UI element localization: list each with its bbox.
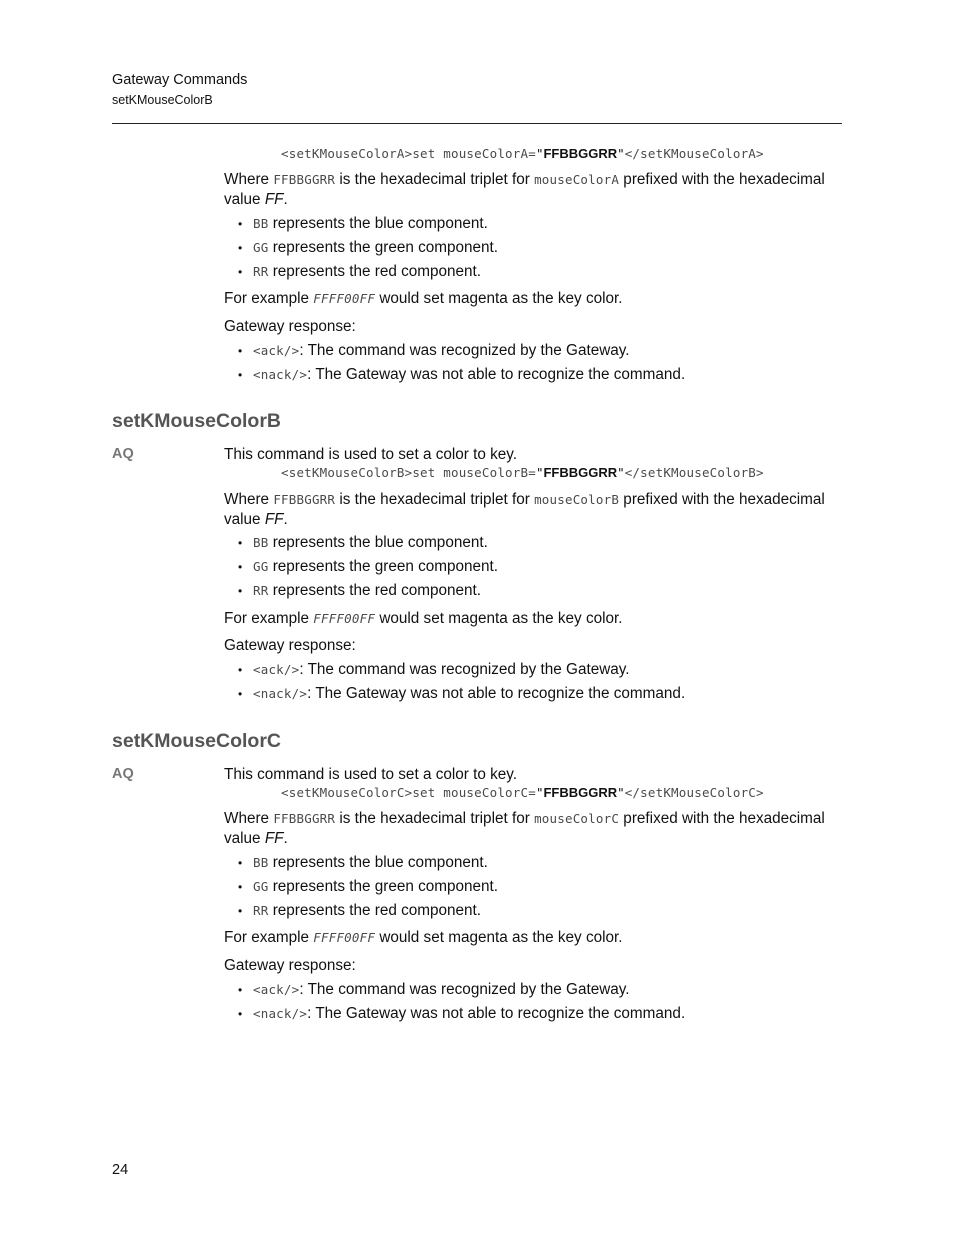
list-item: • RR represents the red component. bbox=[238, 582, 482, 599]
where-paragraph-a: Where FFBBGGRR is the hexadecimal triplet for mouseColorA prefixed with the hexadecimal value FF. bbox=[224, 171, 825, 208]
example-paragraph-a: For example FFFF00FF would set magenta as the key color. bbox=[224, 290, 623, 307]
header-section-title: setKMouseColorB bbox=[112, 93, 213, 107]
header-chapter-title: Gateway Commands bbox=[112, 72, 248, 88]
running-header bbox=[112, 71, 247, 109]
response-label-b: Gateway response: bbox=[224, 637, 356, 654]
list-item: • BB represents the blue component. bbox=[238, 854, 488, 871]
code-line-a: <setKMouseColorA>set mouseColorA="FFBBGGRR"</setKMouseColorA> bbox=[281, 146, 764, 161]
list-item: • <ack/>: The command was recognized by the Gateway. bbox=[238, 661, 630, 678]
example-paragraph-b: For example FFFF00FF would set magenta as the key color. bbox=[224, 610, 623, 627]
list-item: • BB represents the blue component. bbox=[238, 534, 488, 551]
intro-paragraph-c: This command is used to set a color to key. bbox=[224, 766, 518, 783]
where-paragraph-c: Where FFBBGGRR is the hexadecimal triplet for mouseColorC prefixed with the hexadecimal value FF. bbox=[224, 810, 825, 847]
platform-tag-b: AQ bbox=[112, 446, 134, 462]
code-line-c: <setKMouseColorC>set mouseColorC="FFBBGGRR"</setKMouseColorC> bbox=[281, 785, 764, 800]
header-rule bbox=[112, 123, 842, 124]
list-item: • RR represents the red component. bbox=[238, 263, 482, 280]
list-item: • <nack/>: The Gateway was not able to recognize the command. bbox=[238, 366, 686, 383]
list-item: • BB represents the blue component. bbox=[238, 215, 488, 232]
list-item: • GG represents the green component. bbox=[238, 878, 499, 895]
intro-paragraph-b: This command is used to set a color to key. bbox=[224, 446, 518, 463]
response-label-a: Gateway response: bbox=[224, 318, 356, 335]
list-item: • <nack/>: The Gateway was not able to recognize the command. bbox=[238, 1005, 686, 1022]
example-paragraph-c: For example FFFF00FF would set magenta as the key color. bbox=[224, 929, 623, 946]
list-item: • <ack/>: The command was recognized by the Gateway. bbox=[238, 981, 630, 998]
list-item: • GG represents the green component. bbox=[238, 239, 499, 256]
list-item: • GG represents the green component. bbox=[238, 558, 499, 575]
code-line-b: <setKMouseColorB>set mouseColorB="FFBBGGRR"</setKMouseColorB> bbox=[281, 465, 764, 480]
response-label-c: Gateway response: bbox=[224, 957, 356, 974]
page-number: 24 bbox=[112, 1162, 129, 1178]
section-title-c: setKMouseColorC bbox=[112, 730, 282, 752]
list-item: • <nack/>: The Gateway was not able to recognize the command. bbox=[238, 685, 686, 702]
platform-tag-c: AQ bbox=[112, 766, 134, 782]
list-item: • RR represents the red component. bbox=[238, 902, 482, 919]
where-paragraph-b: Where FFBBGGRR is the hexadecimal triplet for mouseColorB prefixed with the hexadecimal value FF. bbox=[224, 491, 825, 528]
list-item: • <ack/>: The command was recognized by the Gateway. bbox=[238, 342, 630, 359]
section-title-b: setKMouseColorB bbox=[112, 410, 282, 432]
